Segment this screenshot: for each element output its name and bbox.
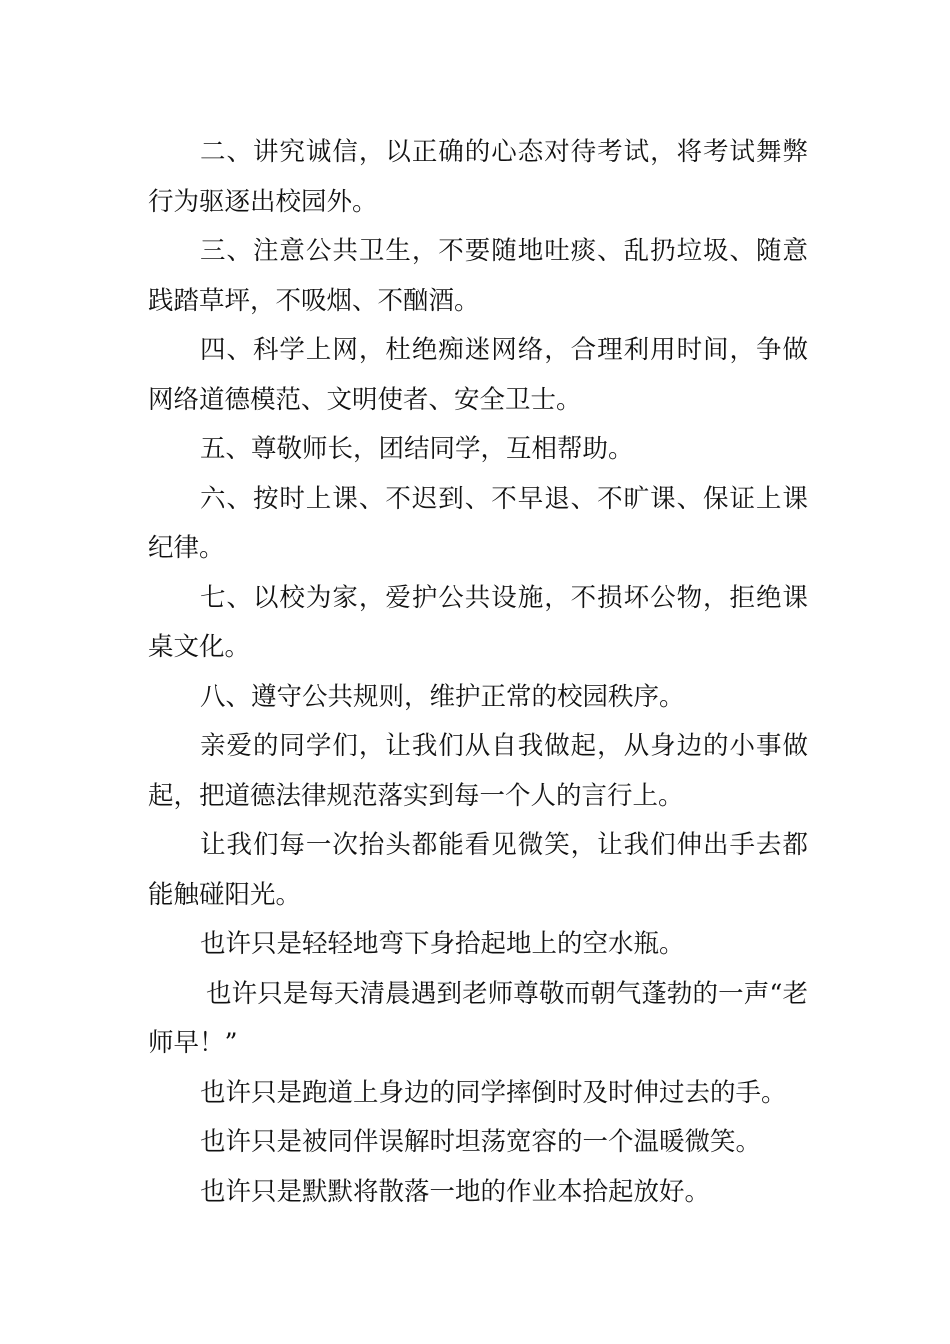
paragraph-punctuality: 六、按时上课、不迟到、不早退、不旷课、保证上课纪律。 — [148, 483, 808, 563]
paragraph-dear-students: 亲爱的同学们，让我们从自我做起，从身边的小事做起，把道德法律规范落实到每一个人的言行上。 — [148, 731, 808, 811]
paragraph-honesty: 二、讲究诚信，以正确的心态对待考试，将考试舞弊行为驱逐出校园外。 — [148, 137, 808, 217]
paragraph-warm-smile: 也许只是被同伴误解时坦荡宽容的一个温暖微笑。 — [200, 1127, 762, 1157]
paragraph-hygiene: 三、注意公共卫生，不要随地吐痰、乱扔垃圾、随意践踏草坪，不吸烟、不酗酒。 — [148, 236, 808, 316]
paragraph-homework: 也许只是默默将散落一地的作业本拾起放好。 — [200, 1176, 711, 1207]
paragraph-school-as-home: 七、以校为家，爱护公共设施，不损坏公物，拒绝课桌文化。 — [148, 582, 808, 662]
paragraph-good-morning: 也许只是每天清晨遇到老师尊敬而朝气蓬勃的一声“老师早！” — [148, 978, 808, 1058]
paragraph-helping-hand: 也许只是跑道上身边的同学摔倒时及时伸过去的手。 — [200, 1077, 787, 1108]
paragraph-smile-sunshine: 让我们每一次抬头都能看见微笑，让我们伸出手去都能触碰阳光。 — [148, 830, 808, 910]
paragraph-respect-teachers: 五、尊敬师长，团结同学，互相帮助。 — [200, 434, 634, 464]
paragraph-internet: 四、科学上网，杜绝痴迷网络，合理利用时间，争做网络道德模范、文明使者、安全卫士。 — [148, 335, 808, 415]
paragraph-water-bottle: 也许只是轻轻地弯下身拾起地上的空水瓶。 — [200, 929, 685, 959]
document-body — [148, 128, 808, 1217]
paragraph-public-rules: 八、遵守公共规则，维护正常的校园秩序。 — [200, 681, 685, 712]
